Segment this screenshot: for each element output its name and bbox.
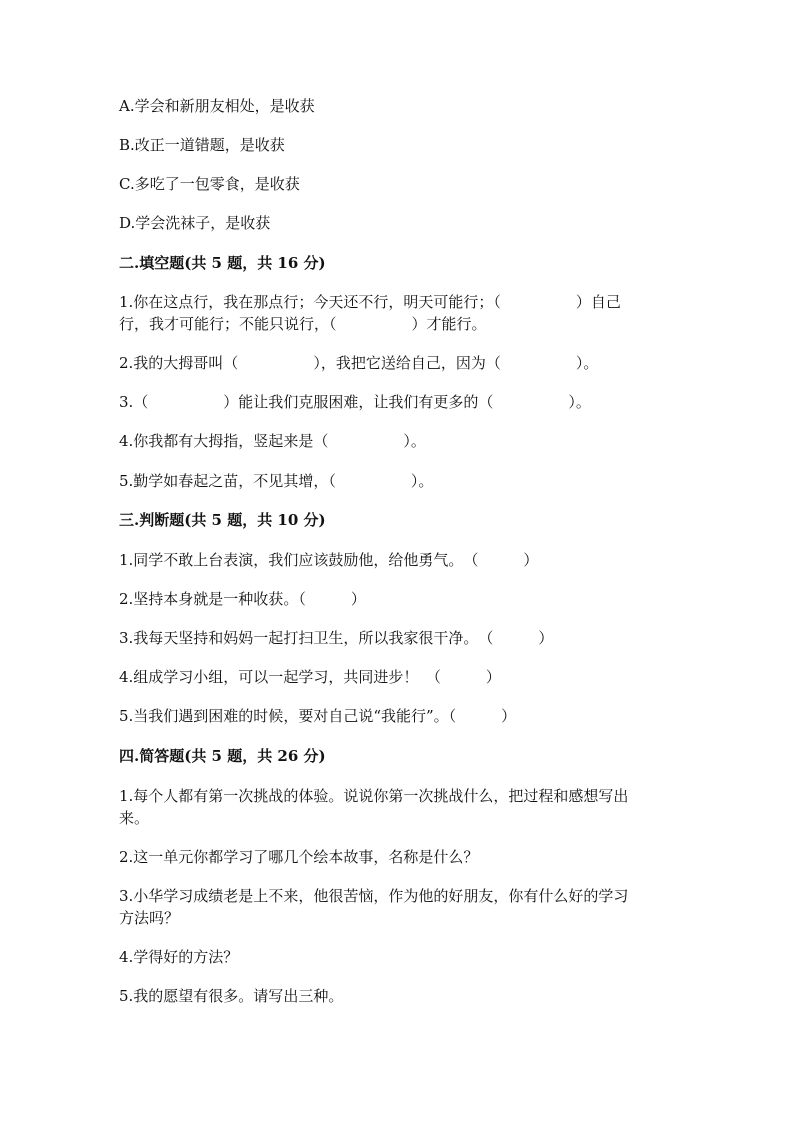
fill-blank-heading: 二.填空题(共 5 题，共 16 分) (119, 254, 326, 272)
true-false-heading: 三.判断题(共 5 题，共 10 分) (119, 511, 326, 529)
fill-blank-q1-line1: 1.你在这点行，我在那点行；今天还不行，明天可能行；（ ）自己 (119, 293, 621, 311)
short-answer-q3-line2: 方法吗？ (119, 909, 180, 927)
true-false-q5: 5.当我们遇到困难的时候，要对自己说“我能行”。（ ） (119, 707, 517, 725)
fill-blank-q1-line2: 行，我才可能行；不能只说行，（ ）才能行。 (119, 315, 487, 333)
true-false-q4: 4.组成学习小组，可以一起学习，共同进步！ （ ） (119, 668, 501, 686)
short-answer-heading: 四.简答题(共 5 题，共 26 分) (119, 747, 326, 765)
short-answer-q2: 2.这一单元你都学习了哪几个绘本故事，名称是什么？ (119, 848, 479, 866)
fill-blank-q4: 4.你我都有大拇指，竖起来是（ ）。 (119, 432, 426, 450)
option-c: C.多吃了一包零食，是收获 (119, 175, 300, 193)
true-false-q3: 3.我每天坚持和妈妈一起打扫卫生，所以我家很干净。 （ ） (119, 629, 554, 647)
short-answer-q1-line1: 1.每个人都有第一次挑战的体验。说说你第一次挑战什么，把过程和感想写出 (119, 787, 629, 805)
option-d: D.学会洗袜子，是收获 (119, 214, 271, 232)
fill-blank-q3: 3.（ ）能让我们克服困难，让我们有更多的（ ）。 (119, 393, 591, 411)
short-answer-q3-line1: 3.小华学习成绩老是上不来，他很苦恼，作为他的好朋友，你有什么好的学习 (119, 887, 629, 905)
short-answer-q1-line2: 来。 (119, 809, 150, 827)
fill-blank-q2: 2.我的大拇哥叫（ ），我把它送给自己，因为（ ）。 (119, 354, 599, 372)
fill-blank-q5: 5.勤学如春起之苗，不见其增，（ ）。 (119, 472, 434, 490)
short-answer-q5: 5.我的愿望有很多。请写出三种。 (119, 987, 344, 1005)
short-answer-q4: 4.学得好的方法？ (119, 948, 239, 966)
option-b: B.改正一道错题，是收获 (119, 136, 285, 154)
true-false-q2: 2.坚持本身就是一种收获。（ ） (119, 590, 366, 608)
option-a: A.学会和新朋友相处，是收获 (119, 97, 315, 115)
true-false-q1: 1.同学不敢上台表演，我们应该鼓励他，给他勇气。 （ ） (119, 551, 539, 569)
